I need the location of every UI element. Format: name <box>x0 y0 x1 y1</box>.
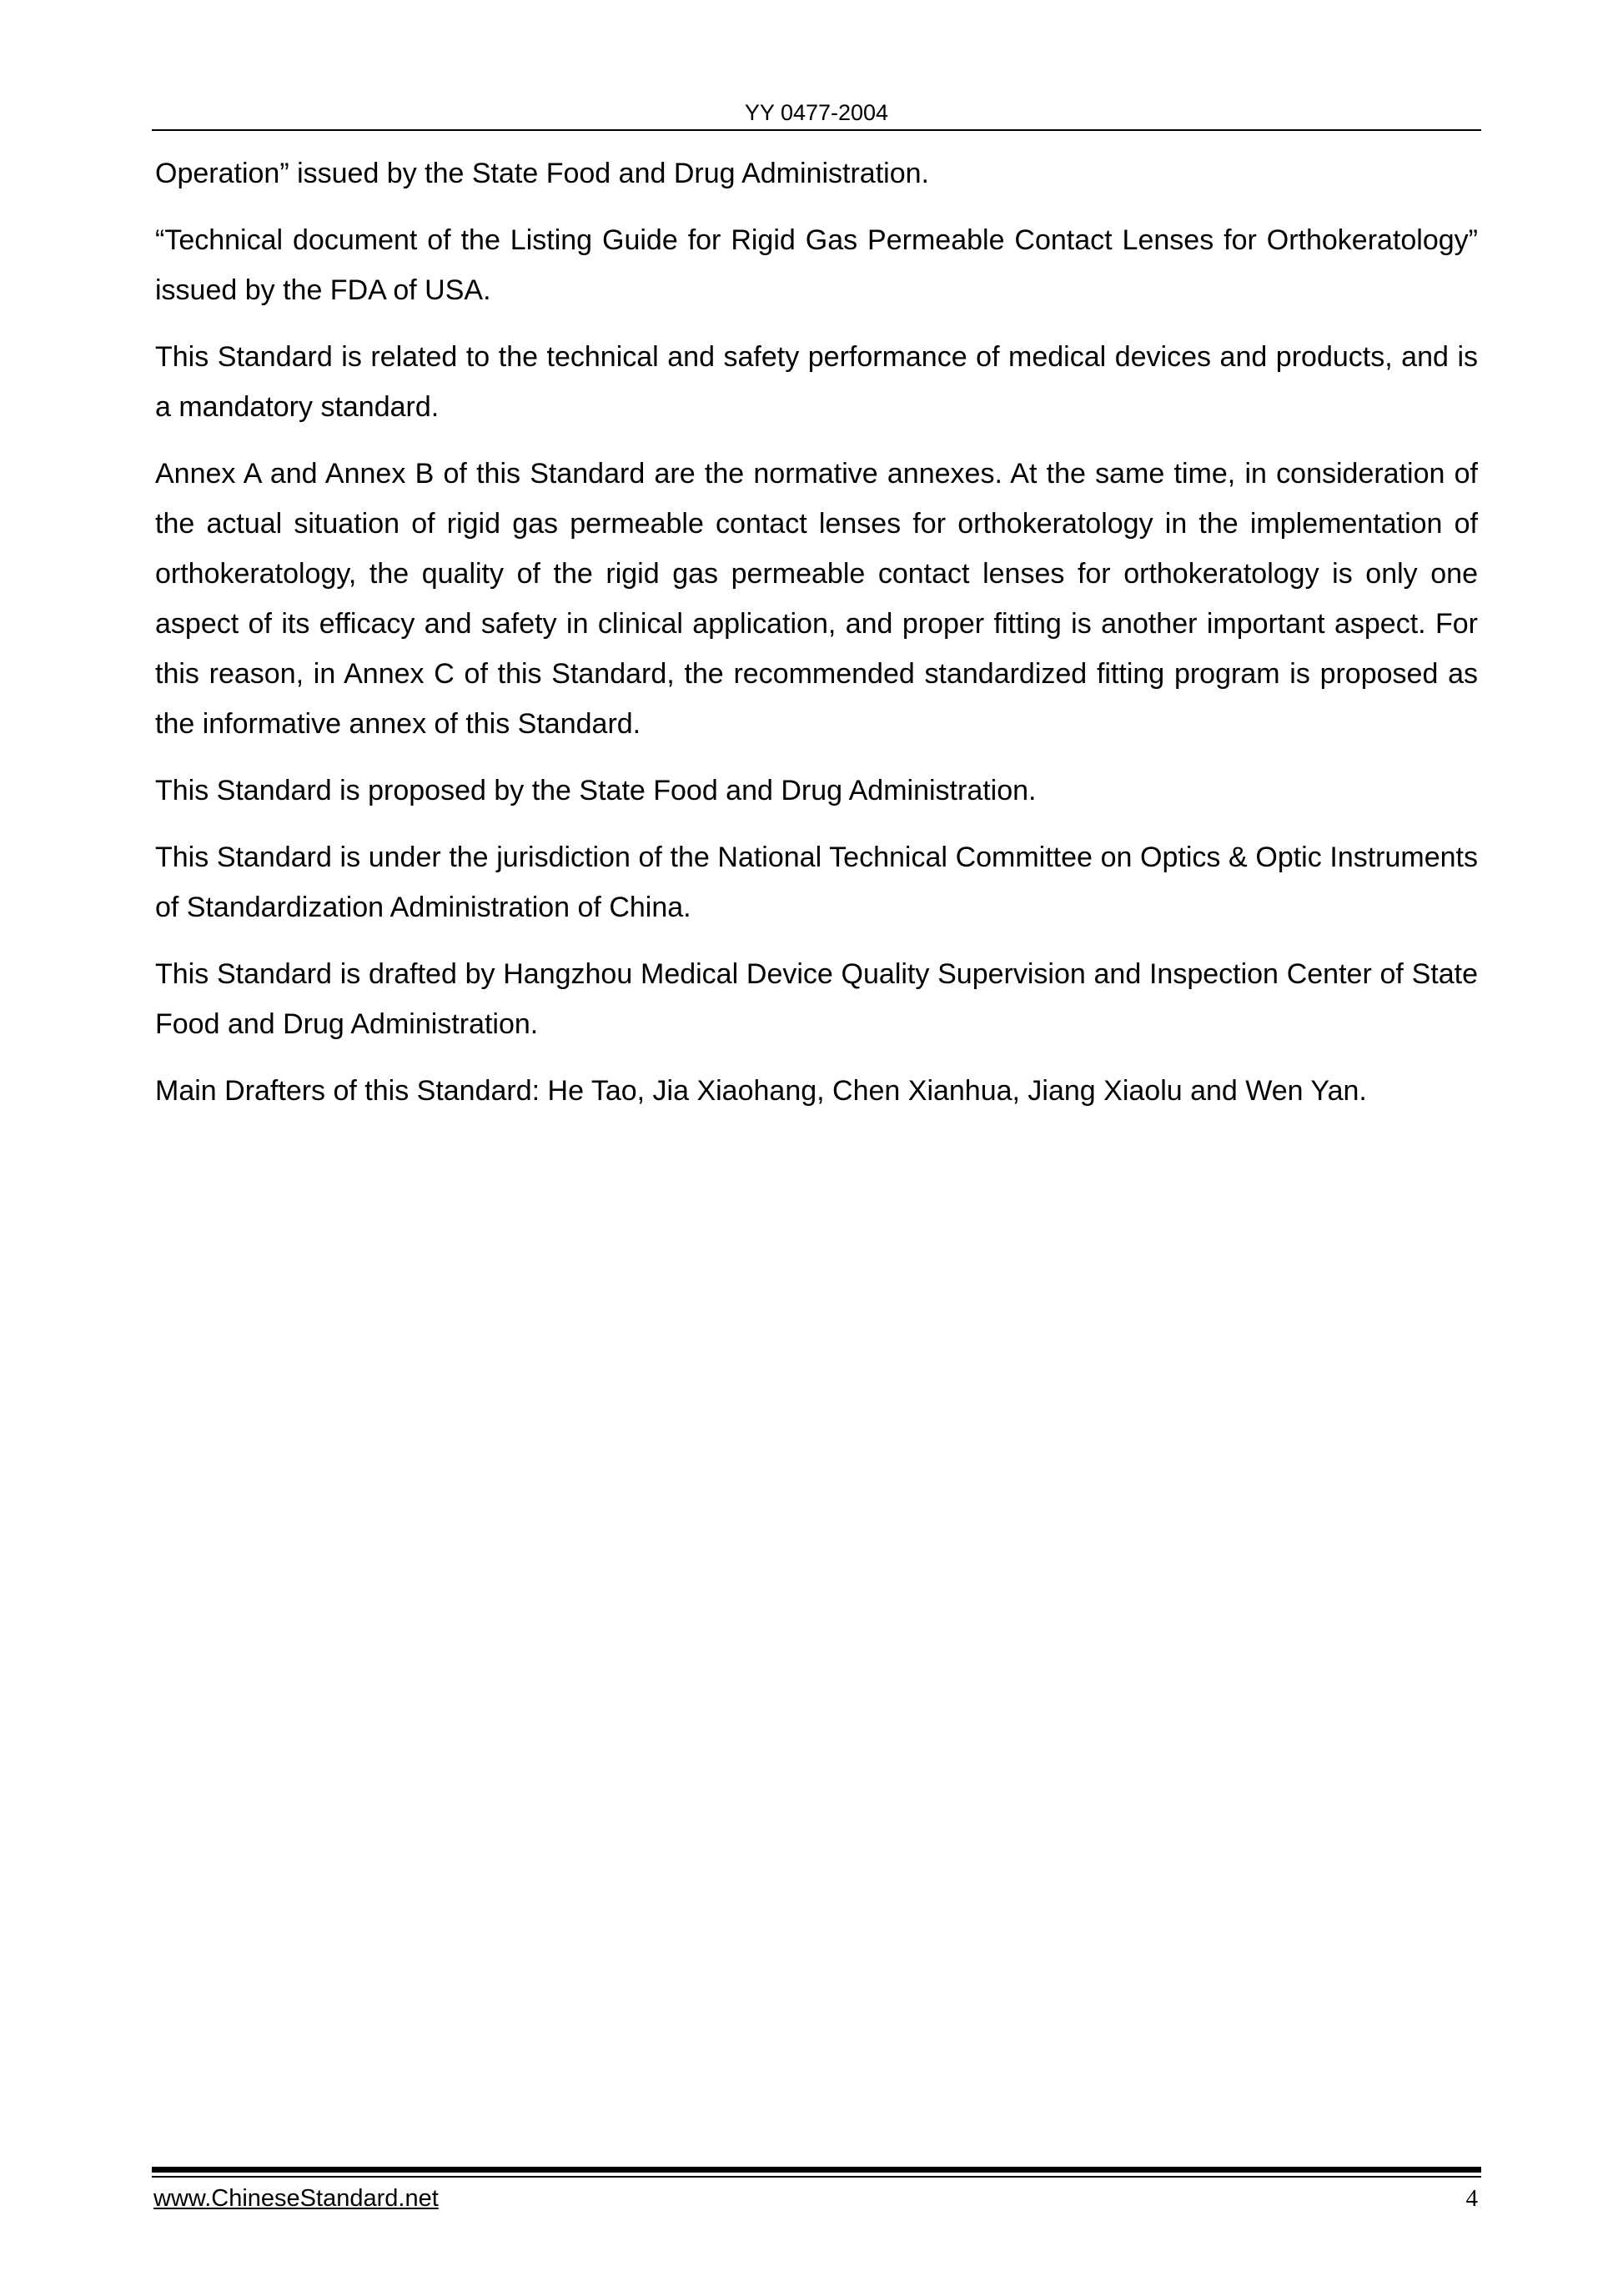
paragraph-annexes: Annex A and Annex B of this Standard are the normative annexes. At the same time, in consideration of the actual situation of rigid gas permeable contact lenses for orthokeratology in the implementation of orthokeratology, the quality of the rigid gas permeable contact lenses for orthokeratology is only one aspect of its efficacy and safety in clinical application, and proper fitting is another important aspect. For this reason, in Annex C of this Standard, the recommended standardized fitting program is proposed as the informative annex of this Standard. <box>155 458 1478 740</box>
footer-divider-thick <box>152 2167 1481 2173</box>
page-number: 4 <box>1465 2185 1478 2212</box>
document-body <box>155 148 1478 1133</box>
website-link[interactable]: www.ChineseStandard.net <box>153 2185 439 2212</box>
paragraph-jurisdiction: This Standard is under the jurisdiction of the National Technical Committee on Optics & Optic Instruments of Standardization Administration of China. <box>155 842 1478 923</box>
paragraph-drafted-by: This Standard is drafted by Hangzhou Medical Device Quality Supervision and Inspection Center of State Food and Drug Administration. <box>155 958 1478 1040</box>
header-divider <box>152 129 1481 131</box>
footer-divider-thin <box>152 2176 1481 2178</box>
document-code-header: YY 0477-2004 <box>744 100 889 125</box>
paragraph-proposed-by: This Standard is proposed by the State Food and Drug Administration. <box>155 775 1037 806</box>
paragraph-main-drafters: Main Drafters of this Standard: He Tao, Jia Xiaohang, Chen Xianhua, Jiang Xiaolu and Wen Yan. <box>155 1075 1367 1107</box>
paragraph-fda-technical-document: “Technical document of the Listing Guide for Rigid Gas Permeable Contact Lenses for Orthokeratology” issued by the FDA of USA. <box>155 224 1478 306</box>
paragraph-operation-issued: Operation” issued by the State Food and Drug Administration. <box>155 158 929 189</box>
paragraph-mandatory-standard: This Standard is related to the technical and safety performance of medical devices and products, and is a mandatory standard. <box>155 341 1478 423</box>
